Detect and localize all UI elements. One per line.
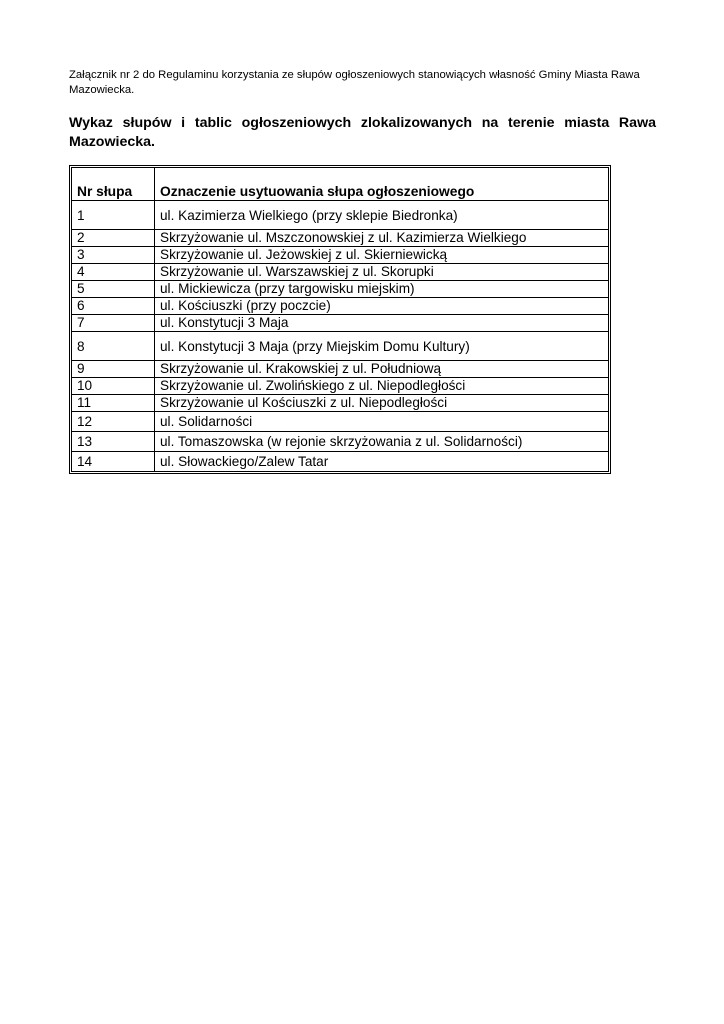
header-location: Oznaczenie usytuowania słupa ogłoszeniowego xyxy=(155,168,609,201)
row-nr: 1 xyxy=(72,201,155,230)
row-location: ul. Konstytucji 3 Maja xyxy=(155,315,609,332)
table-row xyxy=(72,432,609,452)
row-location: ul. Tomaszowska (w rejonie skrzyżowania z ul. Solidarności) xyxy=(155,432,609,452)
row-nr: 3 xyxy=(72,247,155,264)
row-nr: 2 xyxy=(72,230,155,247)
row-location: ul. Mickiewicza (przy targowisku miejskim) xyxy=(155,281,609,298)
table-row xyxy=(72,332,609,361)
table-row xyxy=(72,378,609,395)
row-location: Skrzyżowanie ul. Krakowskiej z ul. Południową xyxy=(155,361,609,378)
table-header-row xyxy=(72,168,609,201)
row-nr: 14 xyxy=(72,452,155,472)
table-row xyxy=(72,298,609,315)
table-row xyxy=(72,230,609,247)
document-heading: Wykaz słupów i tablic ogłoszeniowych zlokalizowanych na terenie miasta Rawa Mazowiecka. xyxy=(69,115,656,150)
row-nr: 12 xyxy=(72,412,155,432)
row-location: ul. Kościuszki (przy poczcie) xyxy=(155,298,609,315)
row-nr: 9 xyxy=(72,361,155,378)
row-location: Skrzyżowanie ul. Jeżowskiej z ul. Skierniewicką xyxy=(155,247,609,264)
row-location: Skrzyżowanie ul Kościuszki z ul. Niepodległości xyxy=(155,395,609,412)
header-nr: Nr słupa xyxy=(72,168,155,201)
row-location: Skrzyżowanie ul. Mszczonowskiej z ul. Kazimierza Wielkiego xyxy=(155,230,609,247)
row-nr: 11 xyxy=(72,395,155,412)
row-nr: 10 xyxy=(72,378,155,395)
poles-table xyxy=(71,167,609,472)
row-nr: 13 xyxy=(72,432,155,452)
row-nr: 7 xyxy=(72,315,155,332)
poles-table-frame xyxy=(69,165,611,474)
row-location: ul. Konstytucji 3 Maja (przy Miejskim Domu Kultury) xyxy=(155,332,609,361)
row-nr: 6 xyxy=(72,298,155,315)
row-location: ul. Kazimierza Wielkiego (przy sklepie Biedronka) xyxy=(155,201,609,230)
table-row xyxy=(72,395,609,412)
row-location: ul. Solidarności xyxy=(155,412,609,432)
table-row xyxy=(72,281,609,298)
row-nr: 5 xyxy=(72,281,155,298)
row-nr: 4 xyxy=(72,264,155,281)
table-row xyxy=(72,247,609,264)
table-row xyxy=(72,452,609,472)
table-row xyxy=(72,264,609,281)
row-location: ul. Słowackiego/Zalew Tatar xyxy=(155,452,609,472)
table-row xyxy=(72,412,609,432)
table-row xyxy=(72,201,609,230)
row-nr: 8 xyxy=(72,332,155,361)
table-row xyxy=(72,361,609,378)
row-location: Skrzyżowanie ul. Warszawskiej z ul. Skorupki xyxy=(155,264,609,281)
table-row xyxy=(72,315,609,332)
intro-text: Załącznik nr 2 do Regulaminu korzystania ze słupów ogłoszeniowych stanowiących własność Gminy Miasta Rawa Mazowiecka. xyxy=(69,69,640,96)
row-location: Skrzyżowanie ul. Zwolińskiego z ul. Niepodległości xyxy=(155,378,609,395)
